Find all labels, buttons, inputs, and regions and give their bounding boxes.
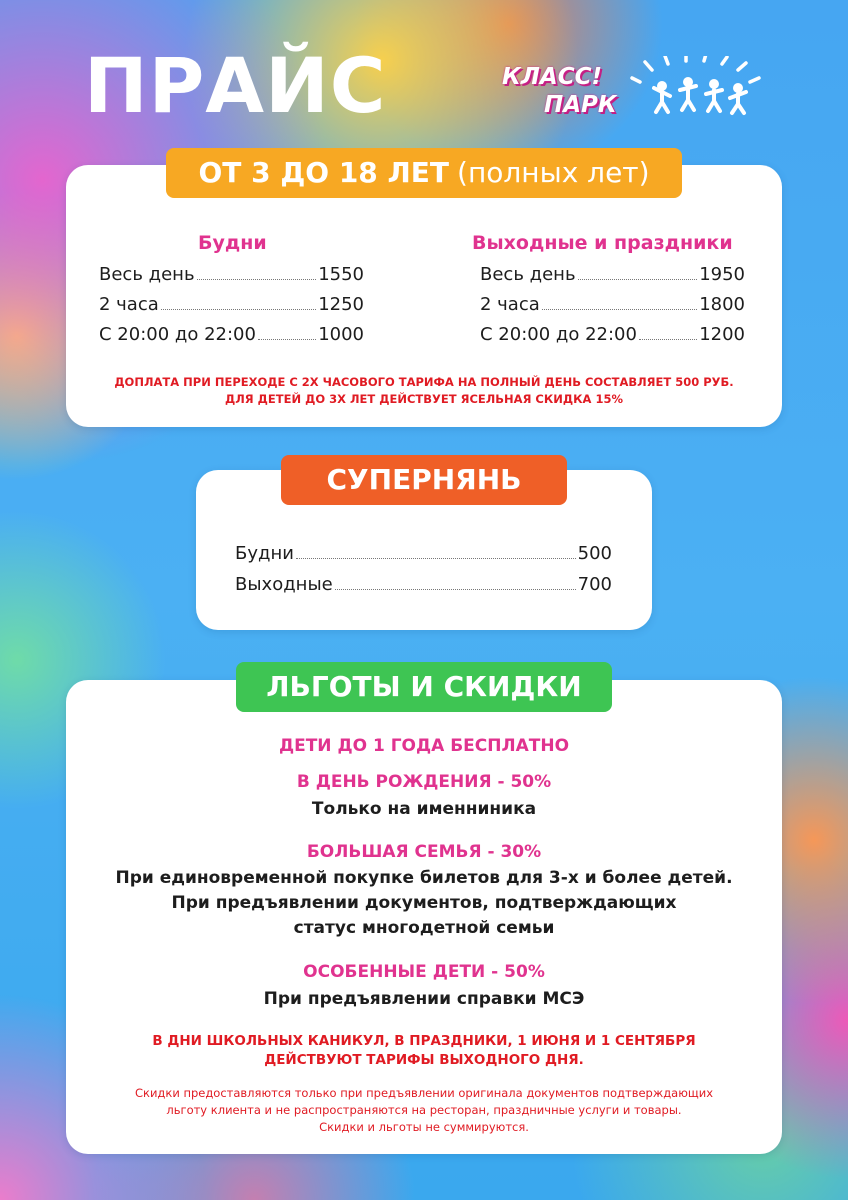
row-label: Будни [235,543,294,564]
row-price: 1250 [318,294,364,315]
birthday-title: В ДЕНЬ РОЖДЕНИЯ - 50% [296,772,552,792]
row-price: 1800 [699,294,745,315]
page-title: ПРАЙС [84,41,387,130]
free-under-1: ДЕТИ ДО 1 ГОДА БЕСПЛАТНО [278,736,570,756]
weekend-row-2h [480,294,745,315]
fine-print-3: Скидки и льготы не суммируются. [319,1120,529,1134]
row-label: 2 часа [480,294,540,315]
fine-print-2: льготу клиента и не распространяются на ресторан, праздничные услуги и товары. [166,1103,682,1117]
row-price: 500 [577,543,612,564]
discounts-badge: ЛЬГОТЫ И СКИДКИ [236,662,612,712]
weekend-row-evening [480,324,745,345]
birthday-text: Только на именниника [311,799,537,819]
fine-print-1: Скидки предоставляются только при предъявлении оригинала документов подтверждающих [134,1086,714,1100]
row-label: 2 часа [99,294,159,315]
weekends-title: Выходные и праздники [472,232,733,254]
age-badge-note: (полных лет) [457,156,650,189]
supernanny-badge: СУПЕРНЯНЬ [281,455,567,505]
logo-text-line2: ПАРК [544,92,617,118]
row-label: Весь день [480,264,576,285]
row-price: 1950 [699,264,745,285]
weekdays-title: Будни [198,232,267,254]
holiday-tariff-note-1: В ДНИ ШКОЛЬНЫХ КАНИКУЛ, В ПРАЗДНИКИ, 1 ИЮНЯ И 1 СЕНТЯБРЯ [152,1033,696,1049]
row-price: 1200 [699,324,745,345]
weekday-row-evening [99,324,364,345]
toddler-discount-note: ДЛЯ ДЕТЕЙ ДО 3Х ЛЕТ ДЕЙСТВУЕТ ЯСЕЛЬНАЯ СКИДКА 15% [225,392,623,406]
family-title: БОЛЬШАЯ СЕМЬЯ - 30% [306,842,542,862]
row-label: Весь день [99,264,195,285]
weekday-row-2h [99,294,364,315]
weekend-row-full [480,264,745,285]
logo-text-line1: КЛАСС! [502,64,602,90]
age-badge-bold: ОТ 3 ДО 18 ЛЕТ [198,156,450,189]
age-badge [166,148,682,198]
surcharge-note: ДОПЛАТА ПРИ ПЕРЕХОДЕ С 2Х ЧАСОВОГО ТАРИФА НА ПОЛНЫЙ ДЕНЬ СОСТАВЛЯЕТ 500 РУБ. [114,375,734,389]
row-label: Выходные [235,574,333,595]
row-price: 1550 [318,264,364,285]
logo-sun-kids-icon [630,56,770,118]
family-text-1: При единовременной покупке билетов для 3-х и более детей. [115,868,733,888]
row-label: С 20:00 до 22:00 [99,324,256,345]
weekday-row-full [99,264,364,285]
holiday-tariff-note-2: ДЕЙСТВУЮТ ТАРИФЫ ВЫХОДНОГО ДНЯ. [264,1052,584,1068]
row-price: 700 [577,574,612,595]
row-price: 1000 [318,324,364,345]
family-text-2: При предъявлении документов, подтверждающих [171,893,677,913]
special-kids-title: ОСОБЕННЫЕ ДЕТИ - 50% [303,962,545,982]
supernanny-row-weekends [235,574,612,595]
supernanny-row-weekdays [235,543,612,564]
row-label: С 20:00 до 22:00 [480,324,637,345]
family-text-3: статус многодетной семьи [293,918,555,938]
special-kids-text: При предъявлении справки МСЭ [263,989,585,1009]
klass-park-logo [500,60,770,122]
